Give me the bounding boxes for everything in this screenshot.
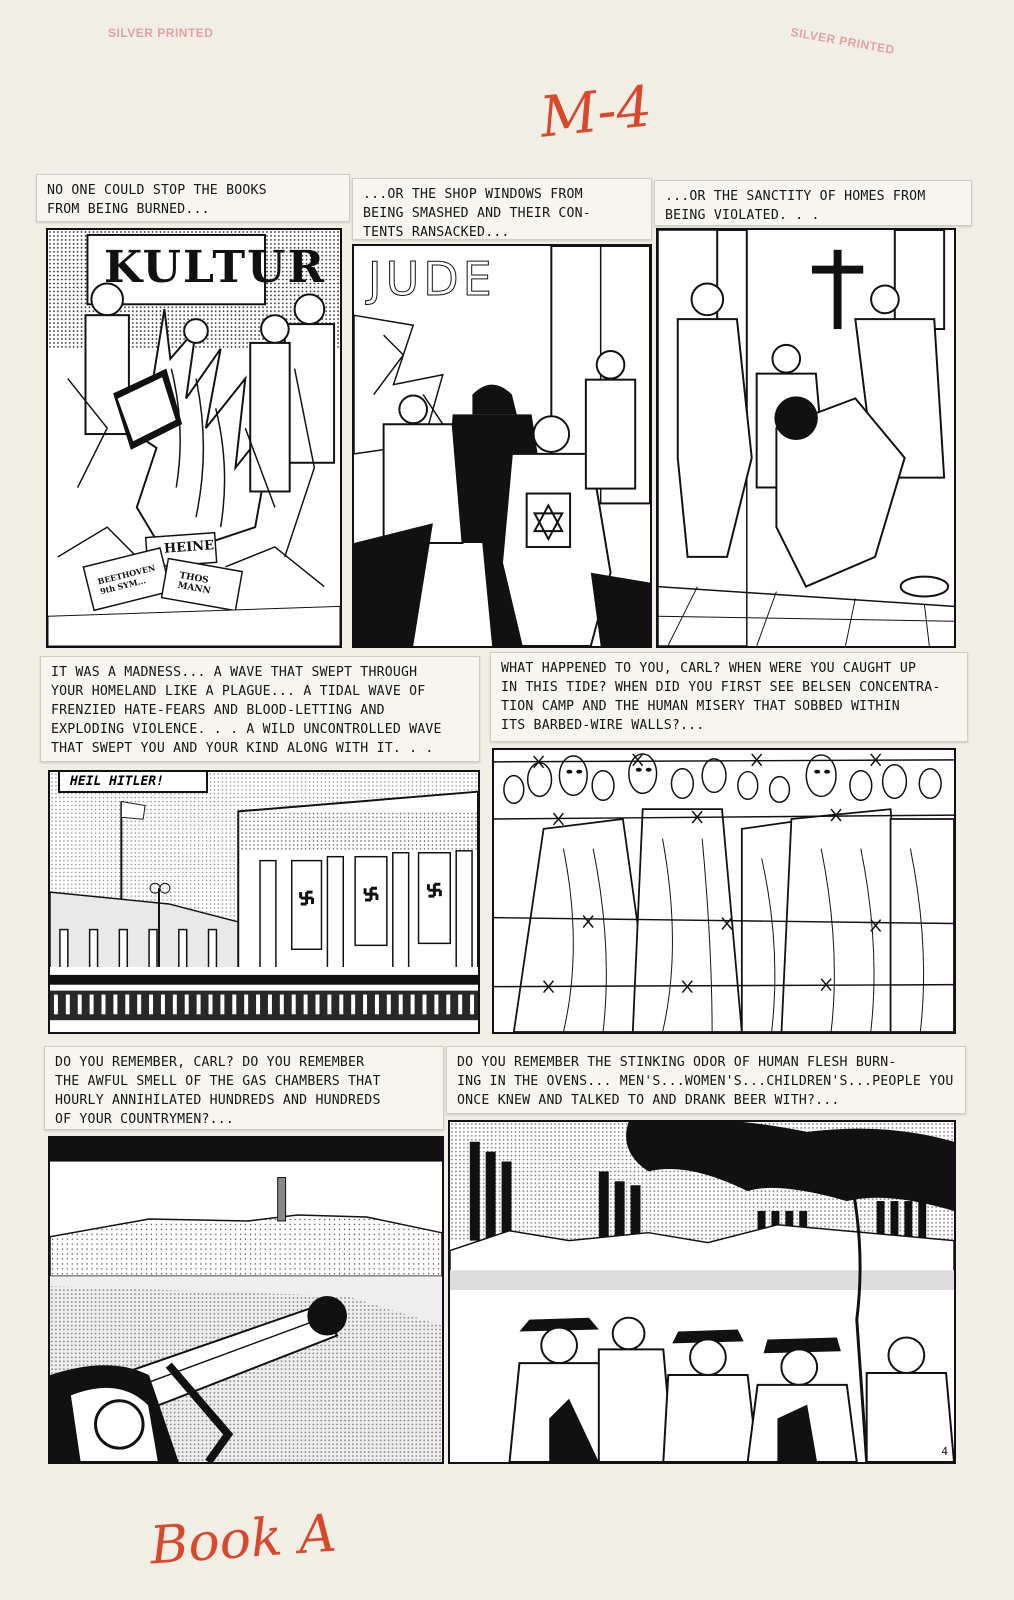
caption-shop-windows: ...OR THE SHOP WINDOWS FROM BEING SMASHED AND THEIR CON- TENTS RANSACKED...: [352, 178, 652, 240]
rally-illustration: [50, 772, 478, 1032]
shop-ransacked-illustration: [354, 246, 650, 646]
jude-graffiti-text: JUDE: [368, 252, 496, 306]
caption-gas-chambers: DO YOU REMEMBER, CARL? DO YOU REMEMBER THE AWFUL SMELL OF THE GAS CHAMBERS THAT HOURLY ANNIHILATED HUNDREDS AND HUNDREDS OF YOUR COUNTRYMEN?...: [44, 1046, 444, 1130]
beethoven-book-title: BEETHOVEN 9th SYM...: [96, 562, 157, 597]
caption-homes-violated: ...OR THE SANCTITY OF HOMES FROM BEING VIOLATED. . .: [654, 180, 972, 226]
page-code-handwritten: M-4: [536, 74, 655, 151]
panel-heil-hitler-rally: [48, 770, 480, 1034]
page-number: 4: [941, 1445, 948, 1458]
prisoners-barbed-wire-illustration: [494, 750, 954, 1032]
kultur-sign-text: KULTUR: [104, 242, 327, 293]
caption-books-burned: NO ONE COULD STOP THE BOOKS FROM BEING BURNED...: [36, 174, 350, 222]
silver-printed-stamp-left: SILVER PRINTED: [108, 26, 214, 40]
panel-book-burning: [46, 228, 342, 648]
heine-book-title: HEINE: [163, 538, 215, 557]
mann-book-title: THOS MANN: [176, 570, 212, 597]
panel-camp-gun: [48, 1136, 444, 1464]
caption-ovens-odor: DO YOU REMEMBER THE STINKING ODOR OF HUMAN FLESH BURN- ING IN THE OVENS... MEN'S...WOMEN'S...CHILDREN'S...PEOPLE YOU ONCE KNEW AND TALKED TO AND DRANK BEER WITH?...: [446, 1046, 966, 1114]
panel-home-violated: [656, 228, 956, 648]
chimneys-onlookers-illustration: [450, 1122, 954, 1462]
panel-shop-ransacked: [352, 244, 652, 648]
caption-madness-wave: IT WAS A MADNESS... A WAVE THAT SWEPT THROUGH YOUR HOMELAND LIKE A PLAGUE... A TIDAL WAVE OF FRENZIED HATE-FEARS AND BLOOD-LETTING AND EXPLODING VIOLENCE. . . A WILD UNCONTROLLED WAVE THAT SWEPT YOU AND YOUR KIND ALONG WITH IT. . .: [40, 656, 480, 762]
caption-belsen-camp: WHAT HAPPENED TO YOU, CARL? WHEN WERE YOU CAUGHT UP IN THIS TIDE? WHEN DID YOU FIRST SEE BELSEN CONCENTRA- TION CAMP AND THE HUMAN MISERY THAT SOBBED WITHIN ITS BARBED-WIRE WALLS?...: [490, 652, 968, 742]
silver-printed-stamp-right: SILVER PRINTED: [789, 24, 896, 58]
heil-hitler-balloon: HEIL HITLER!: [58, 770, 208, 793]
home-violated-illustration: [658, 230, 954, 646]
book-label-handwritten: Book A: [148, 1503, 339, 1577]
panel-belsen-prisoners: [492, 748, 956, 1034]
camp-gun-illustration: [50, 1138, 442, 1462]
panel-smoke-onlookers: [448, 1120, 956, 1464]
